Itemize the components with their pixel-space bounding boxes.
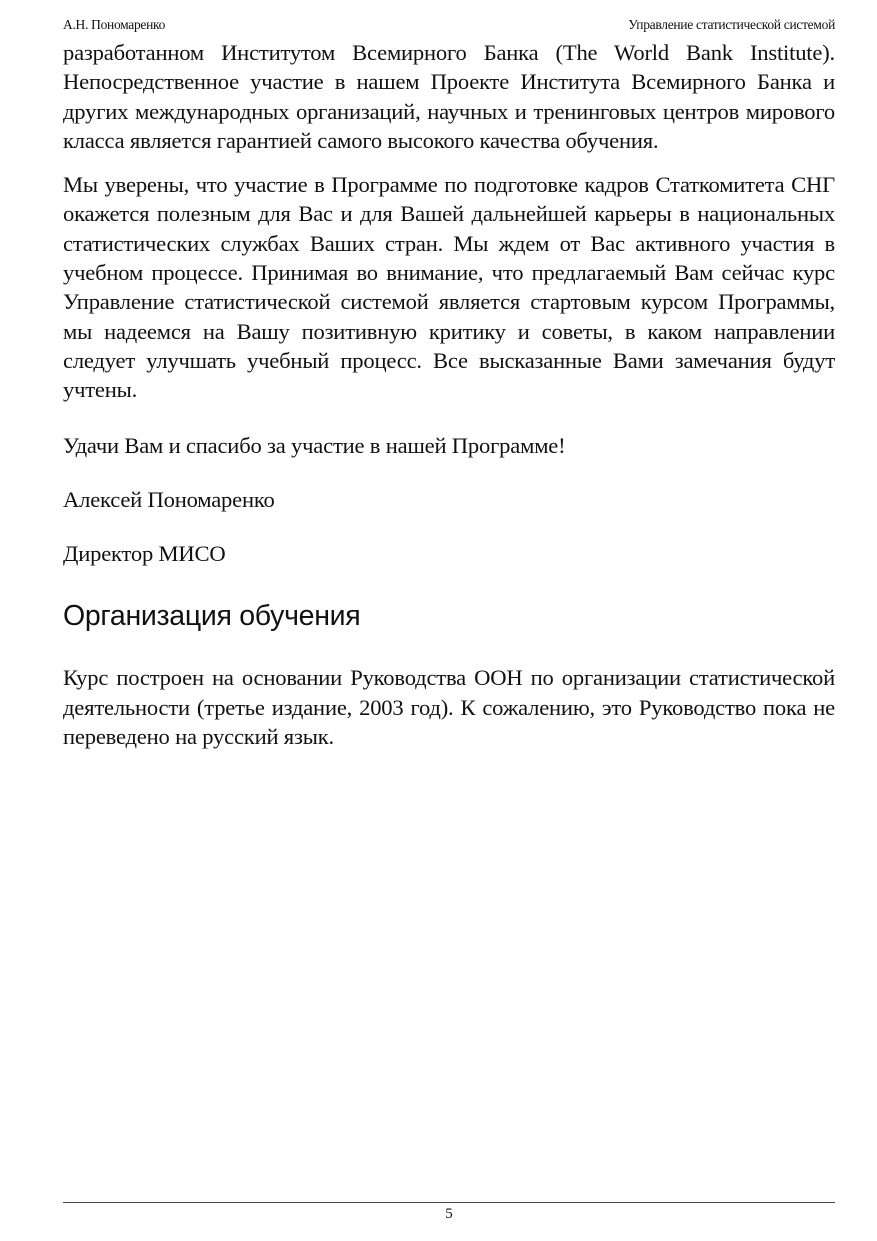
closing-line: Удачи Вам и спасибо за участие в нашей Программе! xyxy=(63,432,566,458)
signature-name: Алексей Пономаренко xyxy=(63,486,275,512)
body-paragraph: Курс построен на основании Руководства ООН по организации статистической деятельности (третье издание, 2003 год). К сожалению, это Руководство пока не переведено на русский язык. xyxy=(63,665,835,750)
body-paragraph: Мы уверены, что участие в Программе по подготовке кадров Статкомитета СНГ окажется полезным для Вас и для Вашей дальнейшей карьеры в национальных статистических службах Ваших стран. Мы ждем от Вас активного участия в учебном процессе. Принимая во внимание, что предлагаемый Вам сейчас курс Управление статистической системой является стартовым курсом Программы, мы надеемся на Вашу позитивную критику и советы, в каком направлении следует улучшать учебный процесс. Все высказанные Вами замечания будут учтены. xyxy=(63,172,835,403)
section-heading: Организация обучения xyxy=(63,600,361,633)
header-author: А.Н. Пономаренко xyxy=(63,17,166,32)
signature-title: Директор МИСО xyxy=(63,541,226,567)
footer-divider xyxy=(63,1202,835,1203)
header-course-title: Управление статистической системой xyxy=(628,17,835,32)
page-body xyxy=(63,38,835,751)
body-paragraph: разработанном Институтом Всемирного Банка (The World Bank Institute). Непосредственное участие в нашем Проекте Института Всемирного Банка и других международных организаций, научных и тренинговых центров мирового класса является гарантией самого высокого качества обучения. xyxy=(63,40,835,153)
page-number: 5 xyxy=(445,1206,453,1222)
page-header xyxy=(63,15,835,35)
